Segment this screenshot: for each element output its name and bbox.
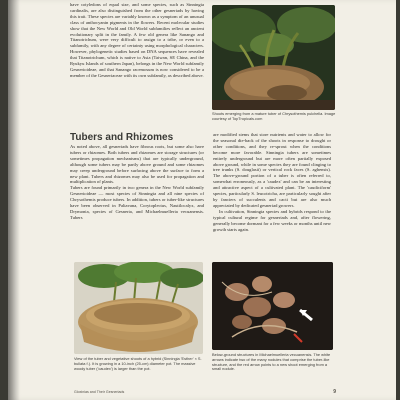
book-page	[8, 0, 396, 400]
footer-text: Gloxinias and Their Gesneriads	[74, 390, 125, 394]
body-paragraph: are modified stems that store nutrients and water to allow for the seasonal die-back of the shoots in response to drought or other conditions, and they re-sprout when the conditions become more favorable. Sinningia tubers are sometimes entirely underground but are more often partially exposed above ground, while in some species they are found clinging to tree trunks (S. douglasii) or vertical rock faces (S. aghensis). The above-ground portion of a tuber is often referred to, somewhat erroneously, as a 'caudex' and can be an interesting and attractive aspect of a cultivated plant. The 'caudiciform' species, particularly S. leucotricha, are particularly sought after by fanciers of succulents and cacti but are also much appreciated by dedicated gesneriad growers.	[213, 132, 331, 208]
body-paragraph: Tubers are found primarily in two genera in the New World subfamily Gesnerioideae — most species of Sinningia and all nine species of Chrysothemis produce tubers. In addition, tubers or tuber-like structures have been observed in Paliavana, Corytoplectus, Nautilocalyx, and Drymonia, species of Gesneria, and Michaelmuelleria vecuanensis. Tubers	[70, 185, 204, 220]
page-number: 9	[333, 389, 336, 395]
caption-bottom-right: Below-ground structures in Michaelmuelleria vecuanensis. The white arrows indicate two of the many nodules that comprise the tuber-like structure, and the red arrow points to a new shoot emerging from a small nodule.	[212, 352, 331, 372]
photo-below-ground	[212, 262, 333, 350]
body-paragraph: In cultivation, Sinningia species and hybrids respond to the typical cultural regime for gesneriads and, after flowering, generally become dormant for a few weeks or months until new growth starts again.	[213, 208, 331, 232]
tuber-shoots-image	[212, 5, 335, 110]
below-ground-image	[212, 262, 333, 350]
section-heading: Tubers and Rhizomes	[70, 132, 174, 143]
left-column-body	[70, 144, 204, 221]
body-paragraph: As noted above, all gesneriads have fibrous roots, but some also have tubers or rhizomes. Both tubers and rhizomes are storage structures (or sometimes propagation mechanisms) that are typically underground, although some tubers may be partly above ground and some rhizomes may creep underground before surfacing above the surface to form a new plant. Tubers and rhizomes may also be used for propagation and multiplication of plants.	[70, 144, 204, 185]
potted-tuber-image	[74, 262, 203, 354]
page-gutter-shadow	[8, 0, 20, 400]
page-footer	[74, 390, 336, 394]
caption-top-right: Shoots emerging from a mature tuber of Chrysothemis pulchella. Image courtesy of TopTropicals.com	[212, 111, 336, 121]
left-column-intro	[70, 2, 204, 79]
photo-tuber-shoots	[212, 5, 335, 110]
caption-bottom-left: View of the tuber and vegetative shoots of a hybrid (Sinningia 'Esther' × S. bullata f.). It is growing in a 10-inch (25-cm) diameter pot. The massive woody tuber ('caudex') is larger than the pot.	[74, 356, 202, 371]
intro-paragraph: have cotyledons of equal size, and some species, such as Sinningia cardinalis, are also distinguished from the other gesneriads by having this trait. These species are variably known as a symptom of an unusual class of anthocyanin pigments in the flowers. Recent molecular studies show that the New World and Old World subfamilies reflect an ancient evolutionary split in the family. A few old genera like Sanango and Titanotrichum, were very difficult to assign to a tribe, or even to a subfamily, with any degree of certainty using morphological characters. However, phylogenetic studies based on DNA sequences have revealed that Titanotrichum, which is native to Asia (Taiwan, SE China, and the Ryukyu Islands of southern Japan), belongs in the New World subfamily Gesnerioideae, and that Sanango racemosum is now considered to be a member of the Gesneriaceae with its own subfamily, as described above.	[70, 2, 204, 78]
right-column-body	[213, 132, 331, 232]
photo-potted-tuber	[74, 262, 203, 354]
